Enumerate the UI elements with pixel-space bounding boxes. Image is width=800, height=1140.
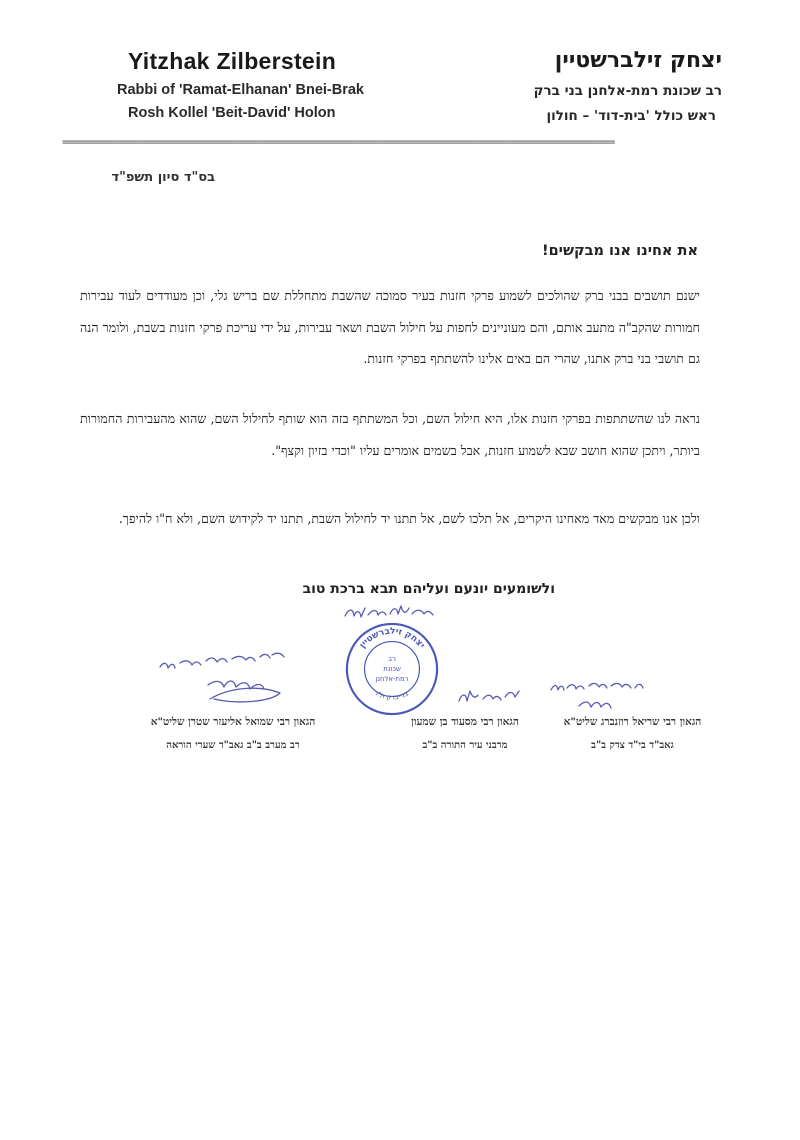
letterhead-hebrew-line1: רב שכונת רמת-אלחנן בני ברק	[533, 83, 722, 99]
svg-text:בני-ברק ת"ו	[374, 689, 409, 701]
letter-closing: ולשומעים יונעם ועליהם תבא ברכת טוב	[302, 581, 555, 597]
letterhead-hebrew-line2: ראש כולל 'בית-דוד' – חולון	[546, 108, 716, 124]
stamp-line-1: רב	[388, 655, 396, 664]
signatory-1-title: רב מערב ב"ב גאב"ד שערי הוראה	[166, 740, 300, 751]
signatory-2-title: מרבני עיר התורה ב"ב	[422, 740, 508, 751]
letterhead-english-name: Yitzhak Zilberstein	[128, 48, 337, 74]
stamp-arc-text: יצחק זילברשטיין	[357, 626, 427, 651]
signature-right	[545, 676, 655, 716]
stamp-bottom-text: בני-ברק ת"ו	[374, 689, 410, 702]
rabbinical-stamp	[343, 620, 441, 718]
letterhead-hebrew-name: יצחק זילברשטיין	[554, 48, 722, 73]
signature-middle	[455, 683, 525, 711]
signature-left	[150, 645, 320, 715]
paragraph-1: ישנם תושבים בבני ברק שהולכים לשמוע פרקי חזנות בעיר סמוכה שהשבת מתחללת שם בריש גלי, וכן מעודדים לעוד עבירות חמורות שהקב"ה מתעב אותם, והם מעוניינים לחפות על חילול השבת ושאר עבירות, על ידי עריכת פרקי חזנות בשבת, ולומר הנה גם תושבי בני ברק אתנו, שהרי הם באים אלינו להשתתף בפרקי חזנות.	[80, 288, 700, 366]
letter-date: בס"ד סיון תשפ"ד	[111, 170, 215, 185]
paragraph-2: נראה לנו שהשתתפות בפרקי חזנות אלו, היא חילול השם, וכל המשתתף בזה הוא שותף לחילול השם, שהוא מהעבירות החמורות ביותר, ויתכן שהוא חושב שבא לשמוע חזנות, אבל בשמים אומרים עליו "וכדי בזיון וקצף".	[80, 411, 700, 458]
letterhead-english-line1: Rabbi of 'Ramat-Elhanan' Bnei-Brak	[117, 82, 364, 98]
paragraph-3: ולכן אנו מבקשים מאד מאחינו היקרים, אל תלכו לשם, אל תתנו יד לחילול השבת, תתנו יד לקידוש השם, ולא ח"ו להיפך.	[118, 511, 700, 526]
stamp-line-2: שכונת	[383, 664, 401, 673]
letter-greeting: את אחינו אנו מבקשים!	[541, 243, 698, 259]
signatory-3-title: גאב"ד בי"ד צדק ב"ב	[591, 740, 674, 751]
signatory-1-name: הגאון רבי שמואל אליעזר שטרן שליט"א	[150, 716, 316, 728]
stamp-line-3: רמת-אלחנן	[375, 674, 409, 683]
letterhead-english-line2: Rosh Kollel 'Beit-David' Holon	[128, 105, 336, 121]
signatory-3-name: הגאון רבי שריאל רוזנברג שליט"א	[563, 716, 702, 728]
letterhead-divider: ==============================================================================================================	[62, 140, 615, 146]
signatory-2-name: הגאון רבי מסעוד בן שמעון	[411, 716, 519, 728]
